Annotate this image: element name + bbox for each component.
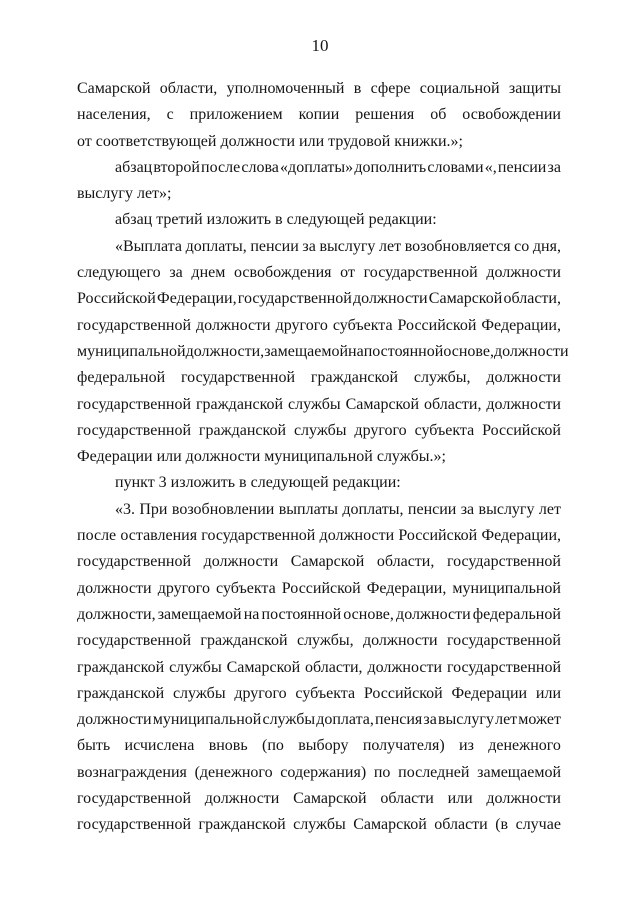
text-line: Российской Федерации, государственной должности Самарской области, xyxy=(77,290,561,308)
text-line: вознаграждения (денежного содержания) по последней замещаемой xyxy=(77,763,561,781)
page-number: 10 xyxy=(311,36,329,55)
text-line: Самарской области, уполномоченный в сфере социальной защиты xyxy=(77,80,561,97)
text-line: государственной гражданской службы, должности государственной xyxy=(77,632,561,650)
paragraph xyxy=(77,155,561,208)
paragraph xyxy=(77,234,569,471)
text-line: пункт 3 изложить в следующей редакции: xyxy=(115,474,401,492)
text-line: следующего за днем освобождения от государственной должности xyxy=(77,264,561,282)
text-line: гражданской службы другого субъекта Российской Федерации или xyxy=(77,684,561,702)
text-line: гражданской службы Самарской области, должности государственной xyxy=(77,658,561,676)
text-line: государственной должности Самарской области, государственной xyxy=(77,553,561,571)
text-line: после оставления государственной должности Российской Федерации, xyxy=(77,527,561,545)
text-line: от соответствующей должности или трудовой книжки.»; xyxy=(77,132,463,150)
text-line: выслугу лет»; xyxy=(77,185,172,203)
text-line: «Выплата доплаты, пенсии за выслугу лет возобновляется со дня, xyxy=(115,237,561,255)
text-line: должности, замещаемой на постоянной основе, должности федеральной xyxy=(77,605,561,623)
text-line: федеральной государственной гражданской службы, должности xyxy=(77,369,561,387)
text-line: государственной гражданской службы Самарской области, должности xyxy=(77,395,561,413)
paragraph xyxy=(77,470,561,496)
text-line: «3. При возобновлении выплаты доплаты, пенсии за выслугу лет xyxy=(115,500,561,518)
text-line: государственной гражданской службы Самарской области (в случае xyxy=(77,816,561,834)
text-line: быть исчислена вновь (по выбору получателя) из денежного xyxy=(77,737,561,755)
paragraph xyxy=(77,207,561,233)
text-line: абзац третий изложить в следующей редакции: xyxy=(115,211,437,229)
paragraph xyxy=(77,497,561,839)
text-line: государственной должности другого субъекта Российской Федерации, xyxy=(77,316,561,334)
text-line: муниципальной должности, замещаемой на постоянной основе, должности xyxy=(77,342,569,360)
text-line: государственной должности Самарской области или должности xyxy=(77,790,561,808)
text-line: абзац второй после слова «доплаты» дополнить словами «, пенсии за xyxy=(115,158,561,176)
text-line: государственной гражданской службы другого субъекта Российской xyxy=(77,421,561,439)
text-line: должности другого субъекта Российской Федерации, муниципальной xyxy=(77,579,561,597)
text-line: должности муниципальной службы доплата, пенсия за выслугу лет может xyxy=(77,711,561,729)
text-line: Федерации или должности муниципальной службы.»; xyxy=(77,448,446,466)
paragraph xyxy=(77,76,561,155)
document-body xyxy=(77,76,569,839)
text-line: населения, с приложением копии решения об освобождении xyxy=(77,106,561,124)
